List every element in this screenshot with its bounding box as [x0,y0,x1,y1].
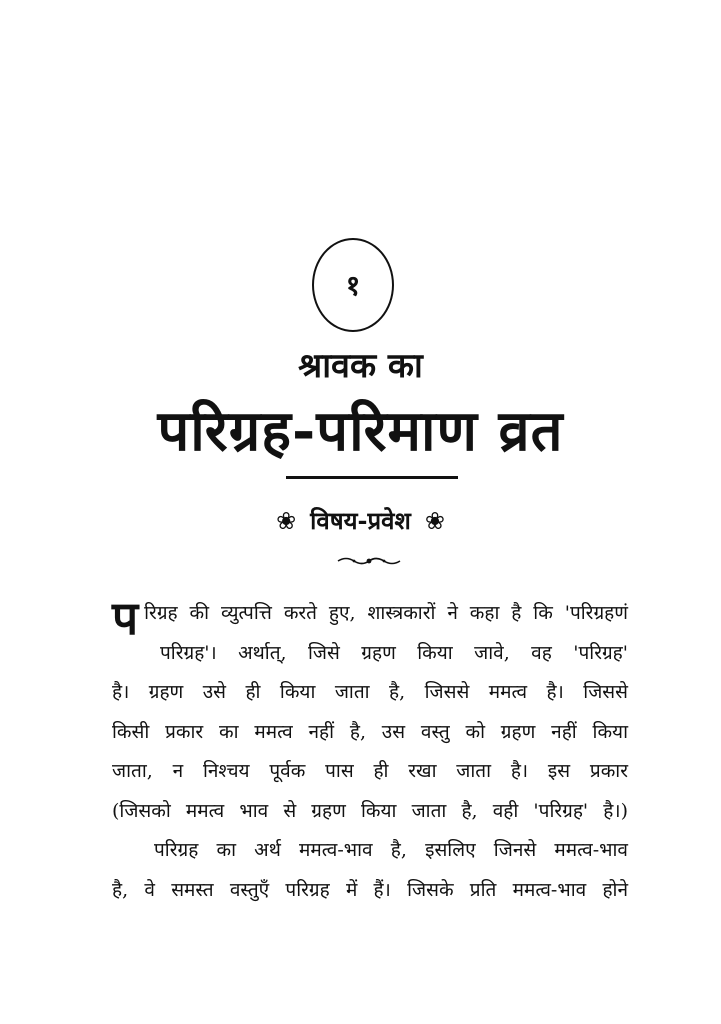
chapter-subtitle: श्रावक का [298,346,423,386]
chapter-number-circle [312,238,394,332]
drop-cap: प [112,591,139,645]
body-line: (जिसको ममत्व भाव से ग्रहण किया जाता है, वही 'परिग्रह' है।) [112,799,628,822]
section-heading: विषय-प्रवेश [310,506,411,535]
title-divider [286,476,458,479]
section-heading-row [0,506,721,536]
chapter-title: परिग्रह-परिमाण व्रत [157,398,564,464]
body-line: परिग्रह का अर्थ ममत्व-भाव है, इसलिए जिनसे ममत्व-भाव [154,839,628,861]
flower-ornament-icon: ❀ [276,507,297,535]
body-line: है, वे समस्त वस्तुएँ परिग्रह में हैं। जिसके प्रति ममत्व-भाव होने [112,878,628,901]
chapter-number: १ [345,269,361,302]
body-paragraph [112,591,628,910]
ornament-divider-icon [336,554,402,568]
body-line: परिग्रह'। अर्थात्, जिसे ग्रहण किया जावे, वह 'परिग्रह' [160,641,628,664]
body-line: है। ग्रहण उसे ही किया जाता है, जिससे ममत्व है। जिससे [112,681,628,703]
body-line: जाता, न निश्चय पूर्वक पास ही रखा जाता है। इस प्रकार [112,760,628,782]
body-line: रिग्रह की व्युत्पत्ति करते हुए, शास्त्रकारों ने कहा है कि 'परिग्रहणं [144,602,628,624]
flower-ornament-icon: ❀ [424,507,445,535]
body-line: किसी प्रकार का ममत्व नहीं है, उस वस्तु को ग्रहण नहीं किया [112,720,628,743]
